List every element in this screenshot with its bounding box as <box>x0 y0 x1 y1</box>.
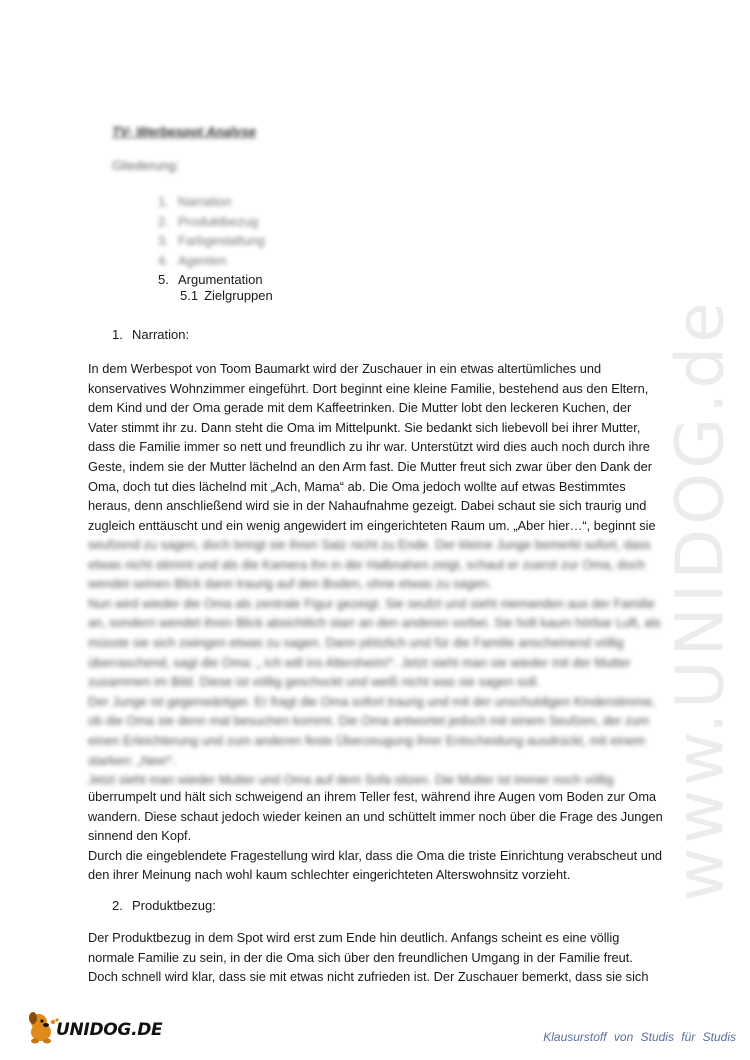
text-line: dass die Familie immer so nett und freundlich zu ihr war. Unterstützt wird dies auch noch durch ihre <box>88 439 650 455</box>
dog-icon <box>26 1010 60 1046</box>
footer-tagline: Klausurstoff von Studis für Studis <box>543 1030 736 1044</box>
toc-item: 1. Narration <box>158 194 232 209</box>
toc-item: 4. Agenten <box>158 252 227 268</box>
logo-text: UNIDOG.DE <box>56 1020 163 1040</box>
text-line: an, sondern wendet ihren Blick absichtlich starr an den anderen vorbei. Sie holt kaum hörbar Luft, als <box>88 615 661 631</box>
text-line: sinnend den Kopf. <box>88 828 192 844</box>
text-line: starken: „Nee!“. <box>88 752 177 768</box>
text-line: Jetzt sieht man wieder Mutter und Oma auf dem Sofa sitzen. Die Mutter ist immer noch völlig <box>88 772 614 788</box>
paragraph-produktbezug <box>88 928 668 987</box>
section-heading-narration: 1. Narration: <box>112 327 190 342</box>
watermark: www.UNIDOG.de <box>661 298 739 902</box>
outline-label: Gliederung: <box>112 158 180 173</box>
text-line: konservatives Wohnzimmer eingeführt. Dort beginnt eine kleine Familie, bestehend aus den Eltern, <box>88 380 649 396</box>
text-line: wendet seinen Blick dann traurig auf den Boden, ohne etwas zu sagen. <box>88 576 492 592</box>
text-line: Durch die eingeblendete Fragestellung wird klar, dass die Oma die triste Einrichtung verabscheut und <box>88 847 663 863</box>
unidog-logo <box>26 1010 186 1046</box>
text-line: dem Kind und der Oma gerade mit dem Kaffeetrinken. Die Mutter lobt den leckeren Kuchen, der <box>88 400 632 416</box>
section-heading-produktbezug: 2. Produktbezug: <box>112 898 216 913</box>
text-line: Der Junge ist gegenwärtiger. Er fragt die Oma sofort traurig und mit der unschuldigen Kinderstimme, <box>88 693 656 709</box>
toc-item: 2. Produktbezug <box>158 213 259 229</box>
text-line: überrumpelt und hält sich schweigend an ihrem Teller fest, während ihre Augen vom Boden zur Oma <box>88 789 657 804</box>
text-line: Oma, doch tut dies lächelnd mit „Ach, Mama“ ab. Die Oma jedoch wollte auf etwas Bestimmtes <box>88 478 626 494</box>
toc-subitem: 5.1 Zielgruppen <box>180 288 273 303</box>
text-line: zugleich enttäuscht und ein wenig angewidert im eingerichteten Raum um. „Aber hier…“, beginnt sie <box>88 517 656 533</box>
text-line: den ihrer Meinung nach wohl kaum schlechter eingerichteten Alterswohnsitz vorzieht. <box>88 867 571 883</box>
blurred-paragraph <box>88 535 668 790</box>
text-line: etwas nicht stimmt und als die Kamera ihn in der Halbnahen zeigt, schaut er zuerst zur Oma, doch <box>88 556 645 572</box>
text-line: In dem Werbespot von Toom Baumarkt wird der Zuschauer in ein etwas altertümliches und <box>88 361 602 376</box>
text-line: müsste sie sich zwingen etwas zu sagen. Dann plötzlich und für die Familie anscheinend völlig <box>88 634 624 650</box>
table-of-contents <box>158 192 265 290</box>
text-line: zusammen im Bild. Diese ist völlig geschockt und weiß nicht was sie sagen soll. <box>88 674 540 690</box>
text-line: seufzend zu sagen, doch bringt sie ihren Satz nicht zu Ende. Der kleine Junge bemerkt sofort, dass <box>88 537 651 552</box>
document-title: TV- Werbespot Analyse <box>112 124 256 139</box>
text-line: Geste, indem sie der Mutter lächelnd an den Arm fast. Die Mutter freut sich zwar über den Dank der <box>88 458 653 474</box>
text-line: wandern. Diese schaut jedoch wieder keinen an und schüttelt immer noch über die Frage des Jungen <box>88 808 663 824</box>
toc-item: 3. Farbgestaltung <box>158 233 265 249</box>
text-line: Vater stimmt ihr zu. Dann steht die Oma im Mittelpunkt. Sie bedankt sich liebevoll bei ihrer Mutter, <box>88 419 641 435</box>
text-line: heraus, denn anschließend wird sie in der Nahaufnahme gezeigt. Dabei schaut sie sich traurig und <box>88 498 647 514</box>
text-line: überraschend, sagt die Oma: „ Ich will ins Altersheim!“. Jetzt sieht man sie wieder mit der Mutter <box>88 654 631 670</box>
text-line: Doch schnell wird klar, dass sie mit etwas nicht zufrieden ist. Der Zuschauer bemerkt, dass sie sich <box>88 969 649 985</box>
text-line: Der Produktbezug in dem Spot wird erst zum Ende hin deutlich. Anfangs scheint es eine völlig <box>88 930 620 945</box>
text-line: Nun wird wieder die Oma als zentrale Figur gezeigt. Sie seufzt und sieht niemanden aus der Familie <box>88 595 655 611</box>
paragraph-narration <box>88 359 668 535</box>
paragraph-narration-end <box>88 787 668 885</box>
toc-item: 5. Argumentation <box>158 272 263 288</box>
text-line: normale Familie zu sein, in der die Oma sich über den freundlichen Umgang in der Familie freut. <box>88 949 633 965</box>
text-line: einen Erleichterung und zum anderen feste Überzeugung ihrer Entscheidung ausdrückt, mit einem <box>88 732 645 748</box>
text-line: ob die Oma sie denn mal besuchen kommt. Die Oma antwortet jedoch mit einem Seufzen, der zum <box>88 713 650 729</box>
